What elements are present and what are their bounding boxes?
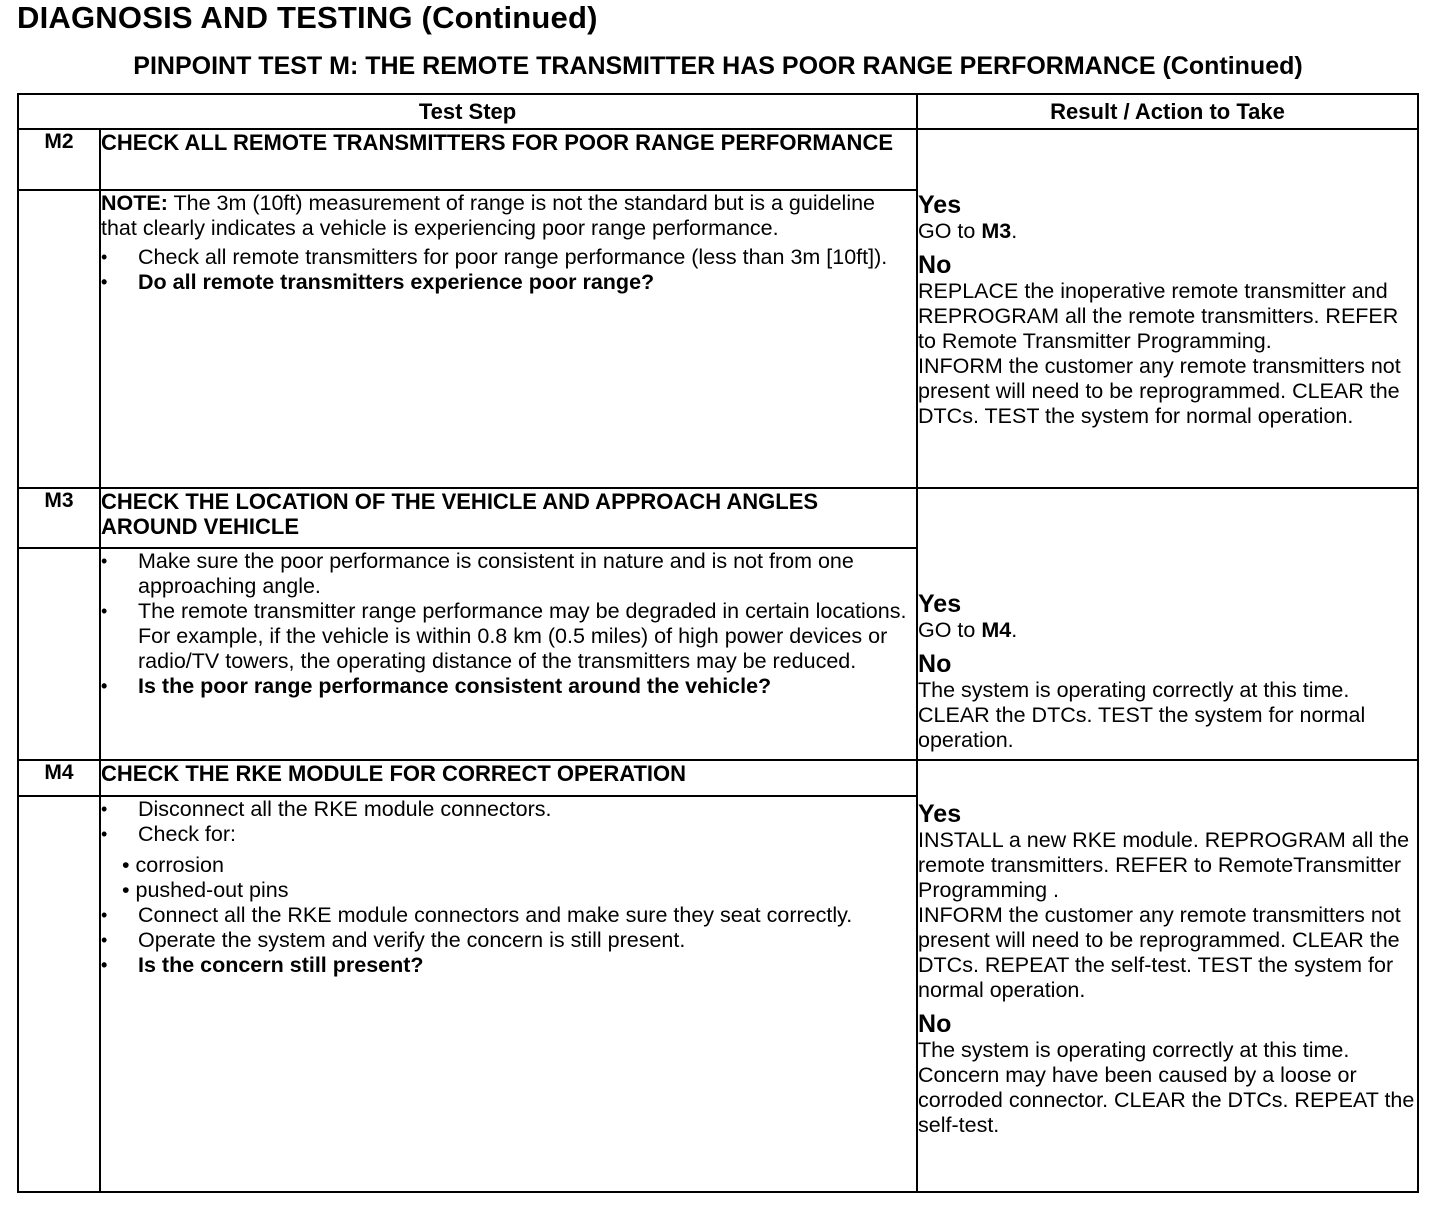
bullet-m4-4: • Operate the system and verify the concern is still present.: [101, 928, 916, 953]
step-title-m3: CHECK THE LOCATION OF THE VEHICLE AND APPROACH ANGLES AROUND VEHICLE: [100, 488, 917, 548]
bullet-m3-3: • Is the poor range performance consistent around the vehicle?: [101, 674, 916, 699]
answer-yes-m2: Yes: [918, 191, 962, 219]
step-row-m3-title: [18, 488, 1418, 548]
result-m4: [917, 760, 1418, 1192]
sub-bullet-pushed-out-pins: • pushed-out pins: [122, 878, 289, 902]
step-id-m2: M2: [18, 129, 100, 190]
bullet-m4-2: • Check for: • corrosion • pushed-out pins: [101, 822, 916, 903]
step-title-m4: CHECK THE RKE MODULE FOR CORRECT OPERATION: [100, 760, 917, 796]
result-m2: [917, 129, 1418, 488]
step-body-m2: [100, 190, 917, 488]
step-row-m4-title: [18, 760, 1418, 796]
step-body-m3: [100, 548, 917, 760]
answer-yes-m4: Yes: [918, 800, 962, 828]
answer-no-m4: No: [918, 1010, 952, 1038]
answer-yes-text-m4-b: INFORM the customer any remote transmitters not present will need to be reprogrammed. CLEAR the DTCs. REPEAT the self-test. TEST the system for normal operation.: [918, 903, 1401, 1002]
answer-no-text-m3: The system is operating correctly at this time. CLEAR the DTCs. TEST the system for normal operation.: [918, 678, 1366, 752]
sub-bullet-corrosion: • corrosion: [122, 853, 224, 877]
answer-yes-text-m2: GO to M3.: [918, 219, 1018, 243]
table-header-row: [18, 94, 1418, 129]
step-id-m3: M3: [18, 488, 100, 548]
answer-yes-text-m4-a: INSTALL a new RKE module. REPROGRAM all the remote transmitters. REFER to RemoteTransmitter Programming .: [918, 828, 1410, 902]
note-m2: NOTE: The 3m (10ft) measurement of range is not the standard but is a guideline that clearly indicates a vehicle is experiencing poor range performance.: [101, 191, 876, 240]
step-id-blank-m2: [18, 190, 100, 488]
bullet-m4-5: • Is the concern still present?: [101, 953, 916, 978]
answer-no-m2: No: [918, 251, 952, 279]
step-row-m2-title: [18, 129, 1418, 190]
bullet-m3-2: • The remote transmitter range performance may be degraded in certain locations. For example, if the vehicle is within 0.8 km (0.5 miles) of high power devices or radio/TV towers, the operating distance of the transmitters may be reduced.: [101, 599, 916, 674]
answer-no-text-m2-a: REPLACE the inoperative remote transmitter and REPROGRAM all the remote transmitters. REFER to Remote Transmitter Programming.: [918, 279, 1399, 353]
pinpoint-test-title: PINPOINT TEST M: THE REMOTE TRANSMITTER HAS POOR RANGE PERFORMANCE (Continued): [133, 52, 1303, 80]
answer-no-m3: No: [918, 650, 952, 678]
bullet-m2-2: • Do all remote transmitters experience poor range?: [101, 270, 916, 295]
pinpoint-test-table: [17, 93, 1419, 1193]
answer-yes-text-m3: GO to M4.: [918, 618, 1018, 642]
result-m3: [917, 488, 1418, 760]
header-result-action: Result / Action to Take: [917, 94, 1418, 129]
answer-yes-m3: Yes: [918, 590, 962, 618]
answer-no-text-m2-b: INFORM the customer any remote transmitters not present will need to be reprogrammed. CLEAR the DTCs. TEST the system for normal operation.: [918, 354, 1401, 428]
step-id-blank-m4: [18, 796, 100, 1192]
bullet-m4-3: • Connect all the RKE module connectors and make sure they seat correctly.: [101, 903, 916, 928]
page-title: DIAGNOSIS AND TESTING (Continued): [17, 0, 598, 35]
step-id-blank-m3: [18, 548, 100, 760]
step-id-m4: M4: [18, 760, 100, 796]
bullet-m3-1: • Make sure the poor performance is consistent in nature and is not from one approaching angle.: [101, 549, 916, 599]
answer-no-text-m4: The system is operating correctly at this time. Concern may have been caused by a loose or corroded connector. CLEAR the DTCs. REPEAT the self-test.: [918, 1038, 1415, 1137]
goto-link-m4: M4: [981, 618, 1012, 642]
goto-link-m3: M3: [981, 219, 1012, 243]
bullet-m4-1: • Disconnect all the RKE module connectors.: [101, 797, 916, 822]
bullet-m2-1: • Check all remote transmitters for poor range performance (less than 3m [10ft]).: [101, 245, 916, 270]
step-body-m4: [100, 796, 917, 1192]
step-title-m2: CHECK ALL REMOTE TRANSMITTERS FOR POOR RANGE PERFORMANCE: [100, 129, 917, 190]
header-test-step: Test Step: [18, 94, 917, 129]
